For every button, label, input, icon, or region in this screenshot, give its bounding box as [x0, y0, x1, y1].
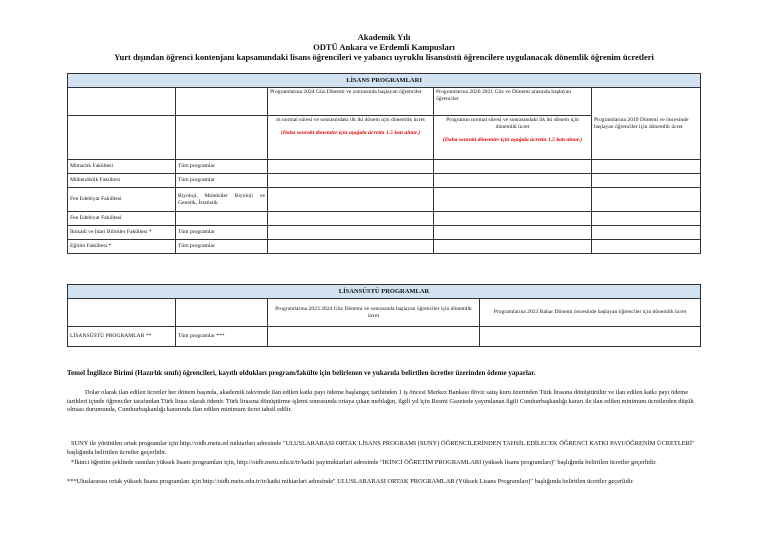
program-cell: Tüm programlar ***: [176, 327, 268, 347]
lisans-col-2019: Programlarına 2019 Dönemi ve öncesinde başlayan öğrenciler için dönemlik ücret: [592, 88, 701, 160]
table-row: [68, 212, 701, 226]
empty-cell: [68, 116, 176, 160]
lisansustu-table: [67, 284, 701, 347]
faculty-cell: Mimarlık Fakültesi: [68, 160, 176, 174]
empty-cell: [176, 88, 268, 116]
faculty-cell: Fen Edebiyat Fakültesi: [68, 188, 176, 212]
program-cell: Tüm programlar: [176, 160, 268, 174]
program-cell: Biyoloji, Moleküler Biyoloji ve Genetik, İstatistik: [176, 188, 268, 212]
faculty-cell: Fen Edebiyat Fakültesi: [68, 212, 176, 226]
empty-cell: [176, 299, 268, 327]
table-row: [68, 226, 701, 240]
header-year: Akademik Yılı: [357, 32, 411, 42]
table-row: [68, 160, 701, 174]
lisans-subheader-1: m normal süresi ve sonrasındaki ilk iki dönem için dönemlik ücret: [276, 117, 425, 123]
table-row: [68, 188, 701, 212]
lisansustu-col-bahar: Programlarına 2023 Bahar Dönemi öncesinde başlayan öğrenciler için dönemlik ücret: [480, 299, 701, 327]
suny-note: SUNY ile yürütülen ortak programlar için http://oidb.metu.ed miktarları adresinde "ULUSLARARASI ORTAK LİSANS PROGRAMI (SUNY) ÖĞRENCİLERİNDEN TAHSİL EDİLECEK ÖĞRENCİ KATKI PAYI/ÖĞRENİM ÜCRETLERİ" başlığında belirtilen ücretler geçerlidir.: [67, 440, 695, 456]
lisans-col-2020: Programlarına 2020 2021 Güz ve Dönemi arasında başlayan öğrenciler: [434, 88, 592, 116]
program-cell: Tüm programlar: [176, 240, 268, 254]
prep-class-note: Temel İngilizce Birimi (Hazırlık sınıfı) öğrencileri, kayıtlı oldukları program/fakülte için belirlenen ve yukarıda belirtilen ücretler üzerinden ödeme yaparlar.: [67, 369, 536, 377]
lisans-col-2024: Programlarına 2024 Güz Dönemi ve sonrasında başlayan öğrenciler: [268, 88, 434, 116]
header-campus: ODTÜ Ankara ve Erdemli Kampusları: [313, 42, 455, 52]
lisans-section-title: LİSANS PROGRAMLARI: [68, 74, 701, 88]
empty-cell: [68, 88, 176, 116]
table-row: [68, 174, 701, 188]
currency-note: Dolar olarak ilan edilen ücretler her dönem başında, akademik takvimde ilan edilen katkı payı ödeme başlangıç tarihinden 1 iş öncesi Merkez Bankası döviz satış kuru üzerinden Türk lirasına dönüştürülür ve ilan edilen katkı payı ödeme tarihleri içinde öğrenciler tarafından Türk lirası olarak ödenir. Türk lirasına dönüştürme işlemi sonrasında ortaya çıkan meblağın, ilgili yıl için Resmi Gazetede yayımlanan ilgili Cumhurbaşkanlığı kararı ile ilan edilen minimum ücretlerden düşük olması durumunda, Cumhurbaşkanlığı kararında ilan edilen minimum ücret tahsil edilir.: [67, 389, 694, 413]
second-education-note: *İkinci öğretim şeklinde sunulan yüksek lisans programları için, http://oidb.metu.edu.tr/tr/katki payimiktarlari adresinde "İKİNCİ ÖĞRETİM PROGRAMLARI (yüksek lisans programları)" başlığında belirtilen ücretler geçerlidir.: [71, 459, 657, 466]
program-type-cell: LİSANSÜSTÜ PROGRAMLAR **: [68, 327, 176, 347]
lisans-note-2: (Daha sonraki dönemler için aşağıda ücretin 1.5 katı alınır.): [442, 137, 583, 143]
lisans-subheader-2: Programın normal süresi ve sonrasındaki ilk iki dönem için dönemlik ücret: [446, 117, 579, 130]
program-cell: Tüm programlar: [176, 226, 268, 240]
empty-cell: [176, 116, 268, 160]
table-row: [68, 240, 701, 254]
international-program-note: ***Uluslararası ortak yüksek lisans programları için http://oidb.metu.edu.tr/tr/katki miktarlari adresinde" ULUSLARARASI ORTAK PROGRAMLAR (Yüksek Lisans Programları)" başlığında belirtilen ücretler geçerlidir.: [67, 478, 634, 485]
lisans-note-1: (Daha sonraki dönemler için aşağıda ücretin 1.5 katı alınır.): [280, 130, 421, 136]
table-row: [68, 327, 701, 347]
lisansustu-section-title: LİSANSÜSTÜ PROGRAMLAR: [68, 285, 701, 299]
empty-cell: [68, 299, 176, 327]
lisansustu-col-2023: Programlarına 2023 2024 Güz Dönemi ve sonrasında başlayan öğrenciler için dönemlik ücret: [268, 299, 480, 327]
program-cell: Tüm programlar: [176, 174, 268, 188]
program-cell: [176, 212, 268, 226]
lisans-table: [67, 73, 701, 254]
page-title: Yurt dışından öğrenci kontenjanı kapsamındaki lisans öğrencileri ve yabancı uyruklu lisansüstü öğrencilere uygulanacak dönemlik öğrenim ücretleri: [114, 52, 654, 62]
faculty-cell: Eğitim Fakültesi *: [68, 240, 176, 254]
faculty-cell: Mühendislik Fakültesi: [68, 174, 176, 188]
faculty-cell: İktisadi ve İdari Bilimler Fakültesi *: [68, 226, 176, 240]
